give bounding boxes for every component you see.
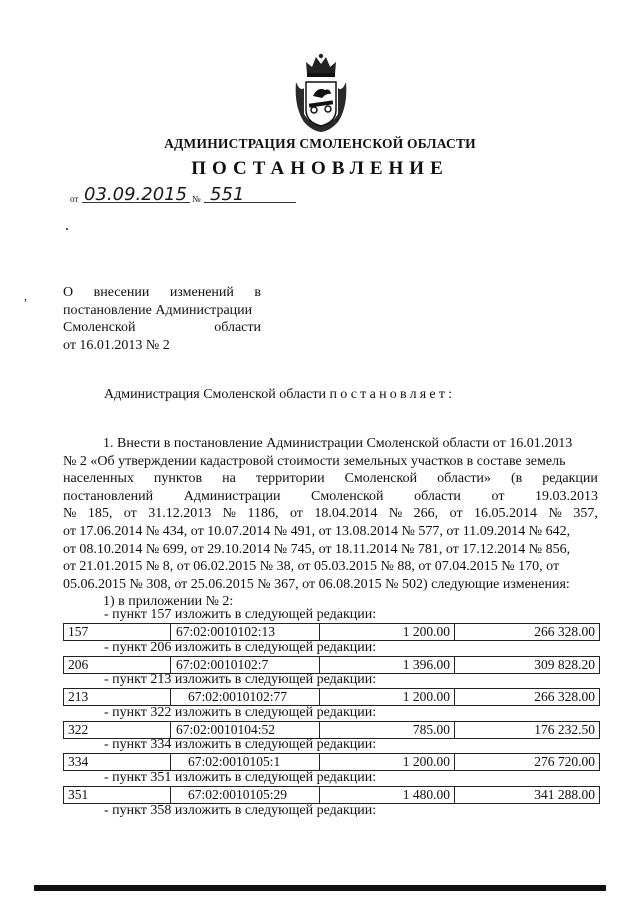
body-line [63, 488, 598, 506]
body-line [63, 470, 598, 488]
body-line [63, 435, 598, 453]
table-cell-divider [454, 689, 455, 705]
body-word: от [123, 506, 137, 522]
body-word: от [491, 488, 505, 504]
last-amendment-instruction: - пункт 358 изложить в следующей редакции: [104, 802, 377, 818]
amendment-table-row [63, 721, 600, 739]
table-cell-divider [170, 754, 171, 770]
body-word: от [449, 506, 463, 522]
body-text [63, 435, 598, 611]
number-label: № [192, 194, 201, 204]
table-cell-divider [454, 787, 455, 803]
cell-cadastral-value: 309 828.20 [534, 656, 595, 672]
table-cell-divider [454, 657, 455, 673]
body-word: 266, [413, 506, 439, 522]
footer-rule [34, 885, 606, 891]
body-word: № [222, 506, 237, 522]
body-line [63, 558, 598, 576]
body-word: № 2 «Об утверждении кадастровой стоимости земельных участков в составе земель [63, 453, 566, 469]
body-word: редакции [542, 471, 598, 487]
subject-word: от 16.01.2013 № 2 [63, 337, 170, 353]
item-1-line: 1) в приложении № 2: [103, 594, 234, 610]
body-word: Смоленской [311, 488, 384, 504]
table-cell-divider [319, 787, 320, 803]
body-word: пунктов [153, 471, 203, 487]
subject-line [63, 284, 261, 302]
body-word: от [289, 506, 303, 522]
preamble-text: Администрация Смоленской области [104, 387, 330, 402]
body-word: 16.05.2014 [474, 506, 538, 522]
cell-cadastral-value: 276 720.00 [534, 754, 595, 770]
amendment-instruction: - пункт 322 изложить в следующей редакции: [104, 704, 377, 720]
amendment-table-row [63, 656, 600, 674]
number-handwritten: 551 [210, 184, 245, 205]
cell-specific-value: 1 480.00 [402, 787, 450, 802]
margin-dot [66, 228, 68, 230]
table-cell-divider [319, 657, 320, 673]
amendment-instruction: - пункт 334 изложить в следующей редакции: [104, 737, 377, 753]
amendment-table-row [63, 786, 600, 804]
margin-mark: , [24, 289, 27, 303]
body-word: на [222, 471, 236, 487]
cell-item-number: 213 [68, 689, 89, 705]
subject-word: изменений [169, 285, 234, 300]
body-word: (в [510, 471, 523, 487]
cell-cadastral-number: 67:02:0010102:77 [188, 689, 288, 705]
table-cell-divider [454, 624, 455, 640]
subject-line [63, 302, 261, 320]
amendment-table-row [63, 753, 600, 771]
amendment-table-row [63, 623, 600, 641]
body-word: Администрации [183, 488, 281, 504]
body-line [63, 541, 598, 559]
amendment-instruction: - пункт 206 изложить в следующей редакции: [104, 639, 377, 655]
cell-specific-value: 1 200.00 [402, 754, 450, 770]
subject-word: О [63, 285, 74, 300]
cell-cadastral-number: 67:02:0010102:13 [176, 624, 276, 639]
cell-cadastral-number: 67:02:0010104:52 [176, 721, 276, 737]
table-cell-divider [319, 689, 320, 705]
cell-specific-value: 1 200.00 [402, 689, 450, 705]
body-word: № [548, 506, 562, 522]
preamble [104, 387, 455, 403]
cell-specific-value: 1 396.00 [402, 656, 450, 672]
subject-word: внесении [93, 285, 150, 300]
preamble-spaced-verb: постановляет: [329, 387, 456, 402]
amendment-table-row [63, 688, 600, 706]
body-word: области» [437, 471, 491, 487]
body-line [63, 523, 598, 541]
cell-cadastral-value: 266 328.00 [534, 624, 595, 639]
amendment-instruction: - пункт 157 изложить в следующей редакции: [104, 607, 377, 622]
subject-word: постановление Администрации [63, 302, 253, 318]
cell-item-number: 206 [68, 656, 89, 672]
cell-cadastral-value: 176 232.50 [534, 721, 595, 737]
body-word: 05.06.2015 № 308, от 25.06.2015 № 367, от 06.08.2015 № 502) следующие изменения: [63, 576, 570, 592]
document-type: ПОСТАНОВЛЕНИЕ [191, 158, 449, 179]
amendment-instruction: - пункт 213 изложить в следующей редакции: [104, 672, 377, 688]
cell-item-number: 157 [68, 624, 89, 639]
subject-line [63, 319, 261, 337]
subject-word: области [214, 320, 261, 335]
body-word: от 17.06.2014 № 434, от 10.07.2014 № 491, от 13.08.2014 № 577, от 11.09.2014 № 642, [63, 523, 571, 539]
subject-word: Смоленской [63, 320, 136, 335]
table-cell-divider [454, 754, 455, 770]
table-cell-divider [319, 624, 320, 640]
date-handwritten: 03.09.2015 [84, 184, 188, 205]
table-cell-divider [454, 722, 455, 738]
body-word: 185, [87, 506, 113, 522]
organization-name: АДМИНИСТРАЦИЯ СМОЛЕНСКОЙ ОБЛАСТИ [164, 136, 476, 151]
table-cell-divider [170, 787, 171, 803]
cell-item-number: 351 [68, 787, 89, 802]
table-cell-divider [319, 754, 320, 770]
cell-cadastral-number: 67:02:0010105:1 [188, 754, 281, 770]
cell-cadastral-number: 67:02:0010102:7 [176, 656, 269, 672]
table-cell-divider [170, 624, 171, 640]
body-word: от 21.01.2015 № 8, от 06.02.2015 № 38, от 05.03.2015 № 88, от 07.04.2015 № 170, от [63, 559, 560, 575]
table-cell-divider [319, 722, 320, 738]
body-word: постановлений [63, 488, 154, 504]
cell-specific-value: 785.00 [412, 721, 450, 737]
body-line [63, 505, 598, 523]
body-word: территории [255, 471, 325, 487]
amendment-instruction: - пункт 351 изложить в следующей редакции: [104, 770, 377, 785]
body-word: 1186, [247, 506, 279, 522]
date-label: от [70, 194, 79, 204]
body-word: 357, [573, 506, 598, 522]
table-cell-divider [170, 657, 171, 673]
body-word: области [414, 488, 461, 504]
cell-cadastral-value: 266 328.00 [534, 689, 595, 705]
subject-block [63, 284, 261, 354]
cell-item-number: 322 [68, 721, 89, 737]
body-line [63, 453, 598, 471]
table-cell-divider [170, 689, 171, 705]
subject-line [63, 337, 261, 355]
body-line [63, 576, 598, 594]
body-word: Смоленской [344, 471, 418, 487]
cell-specific-value: 1 200.00 [402, 624, 450, 639]
body-word: № [388, 506, 403, 522]
body-word: населенных [63, 471, 134, 487]
body-word: 31.12.2013 [148, 506, 212, 522]
cell-cadastral-number: 67:02:0010105:29 [188, 787, 288, 802]
body-word: № [63, 506, 77, 522]
cell-item-number: 334 [68, 754, 89, 770]
body-word: от 08.10.2014 № 699, от 29.10.2014 № 745, от 18.11.2014 № 781, от 17.12.2014 № 856, [63, 541, 571, 557]
body-word: 18.04.2014 [314, 506, 378, 522]
table-cell-divider [170, 722, 171, 738]
subject-word: в [254, 285, 261, 300]
coat-of-arms-emblem [292, 52, 350, 134]
body-word: 1. Внести в постановление Администрации Смоленской области от 16.01.2013 [103, 436, 573, 451]
body-word: 19.03.2013 [535, 488, 598, 504]
cell-cadastral-value: 341 288.00 [534, 787, 595, 802]
